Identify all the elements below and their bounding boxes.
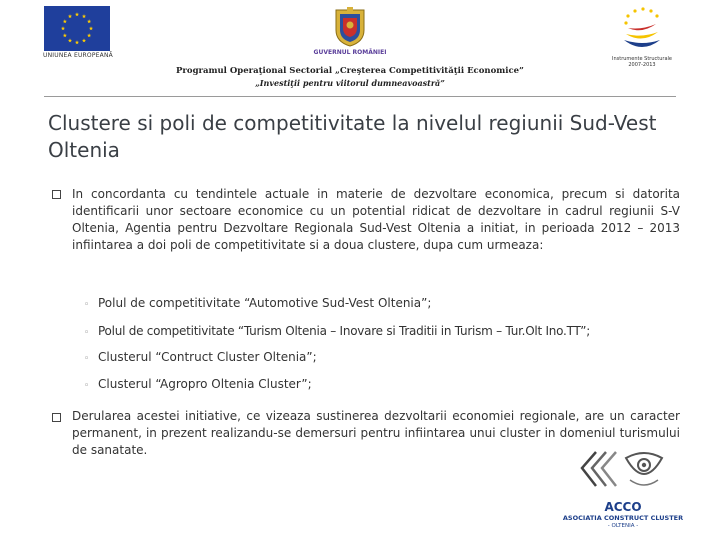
eu-caption: UNIUNEA EUROPEANĂ	[43, 52, 113, 59]
gov-caption: GUVERNUL ROMÂNIEI	[313, 49, 387, 56]
slide-title: Clustere si poli de competitivitate la nivelul regiunii Sud-Vest Oltenia	[48, 111, 657, 162]
header-divider	[44, 96, 676, 97]
circle-bullet-icon: ◦	[84, 328, 90, 338]
list-item-text: Clusterul “Agropro Oltenia Cluster”;	[98, 377, 312, 391]
square-bullet-icon	[52, 413, 61, 422]
circle-bullet-icon: ◦	[84, 300, 90, 310]
acco-name: ACCO	[604, 500, 642, 514]
paragraph-intro: In concordanta cu tendintele actuale in materie de dezvoltare economica, precum si datorita identificarii unor sectoare economice cu un potential ridicat de dezvoltare in cadrul regiunii S-V Oltenia, Agentia pentru Dezvoltare Regionala Sud-Vest Oltenia a initiat, in perioada 2012 – 2013 infiintarea a doi poli de competitivitate si a doua clustere, dupa cum urmeaza:	[72, 187, 680, 252]
romania-coat-of-arms-icon	[330, 6, 370, 48]
program-motto: „Investiţii pentru viitorul dumneavoastră”	[255, 78, 445, 88]
square-bullet-icon	[52, 190, 61, 199]
list-item-text: Clusterul “Contruct Cluster Oltenia”;	[98, 350, 317, 364]
eu-flag-icon	[44, 6, 110, 51]
paragraph-conclusion: Derularea acestei initiative, ce vizeaza sustinerea dezvoltarii economiei regionale, are un caracter permanent, in prezent realizandu-se demersuri pentru infiintarea unui cluster in domeniul turismului de sanatate.	[72, 409, 680, 457]
list-item	[84, 295, 704, 314]
list-item-text: Polul de competitivitate “Turism Oltenia – Inovare si Traditii in Turism – Tur.Olt Ino.TT”;	[98, 324, 591, 338]
list-item	[84, 376, 704, 395]
page-header	[0, 0, 720, 100]
list-item-text: Polul de competitivitate “Automotive Sud-Vest Oltenia”;	[98, 296, 432, 310]
list-item	[84, 349, 704, 368]
structural-instruments-logo-icon	[618, 6, 666, 54]
inst-caption: Instrumente Structurale 2007-2013	[612, 56, 672, 68]
list-item	[84, 323, 704, 342]
acco-subtitle: ASOCIATIA CONSTRUCT CLUSTER	[562, 514, 684, 522]
program-title: Programul Operaţional Sectorial „Creşterea Competitivităţii Economice”	[176, 66, 524, 76]
acco-region: - OLTENIA -	[607, 523, 639, 529]
circle-bullet-icon: ◦	[84, 354, 90, 364]
circle-bullet-icon: ◦	[84, 381, 90, 391]
